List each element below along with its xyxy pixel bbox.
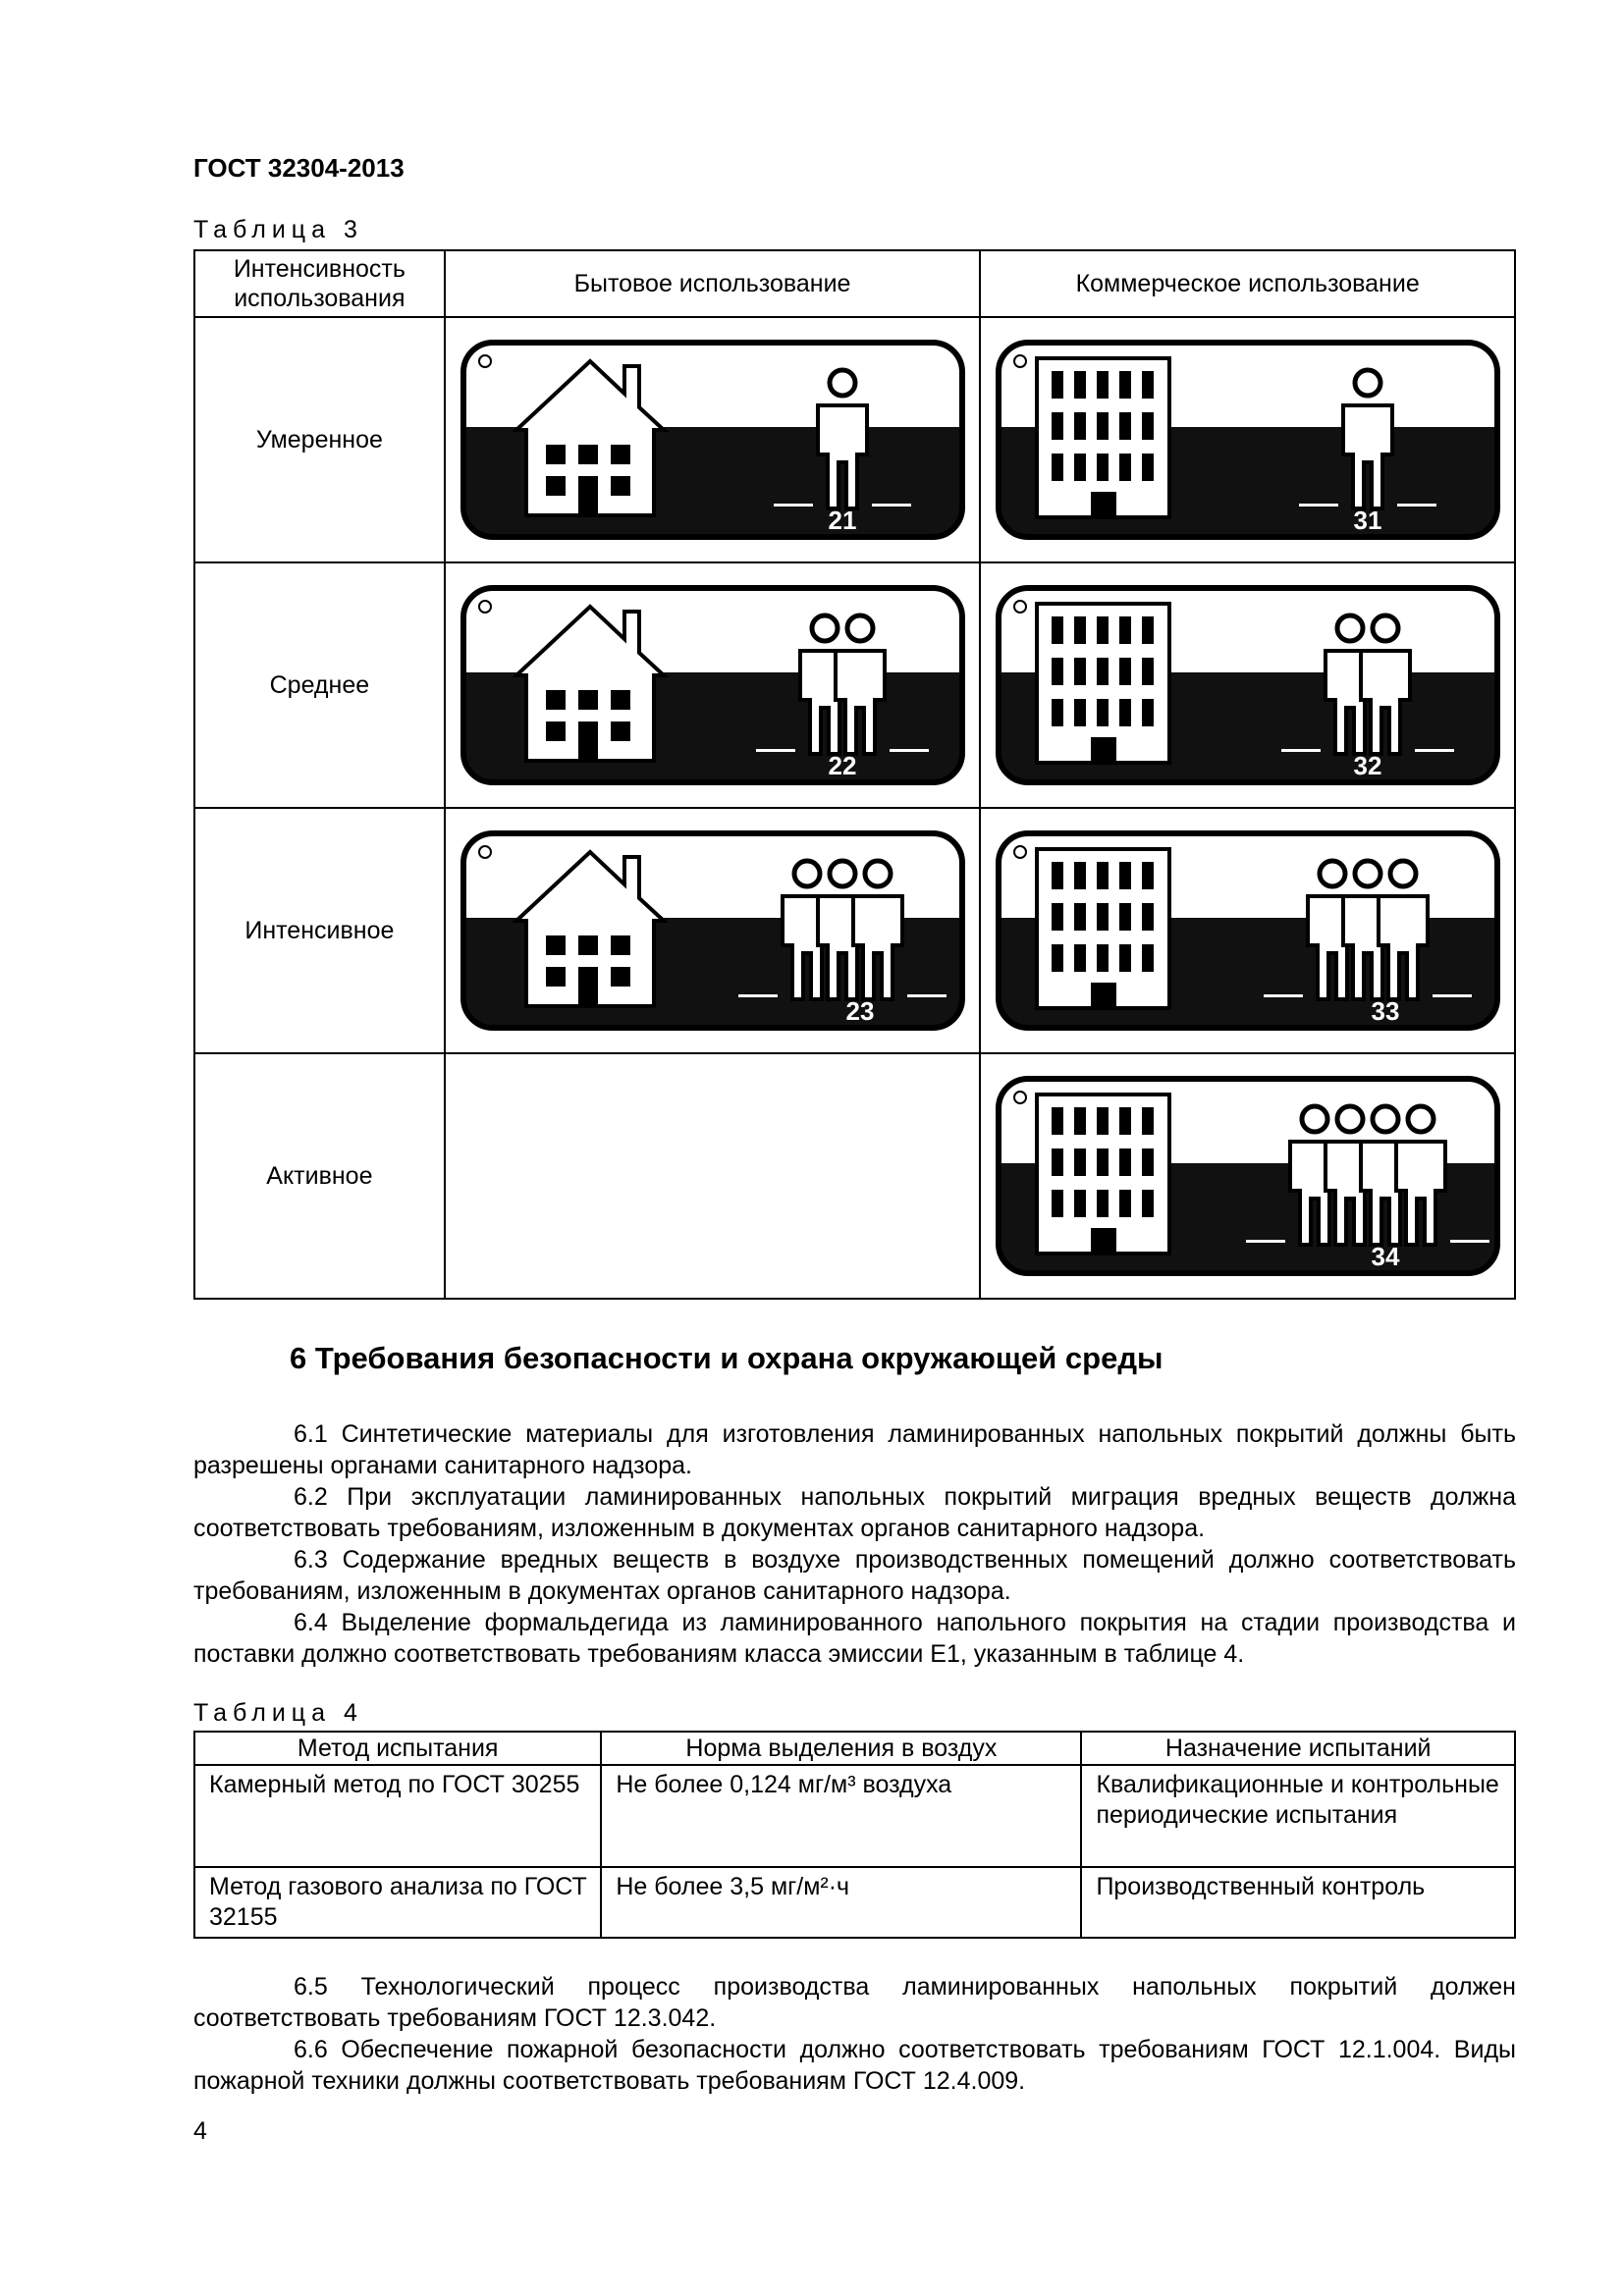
table-row	[194, 1765, 1515, 1867]
window	[1074, 944, 1086, 972]
window	[1142, 371, 1154, 399]
window	[1097, 1107, 1109, 1135]
person-head	[1373, 615, 1398, 641]
ground-line	[907, 994, 947, 997]
table-header-row	[194, 250, 1515, 317]
table-row	[194, 1053, 1515, 1299]
ground-line	[756, 749, 795, 752]
ground-line	[1264, 994, 1303, 997]
person-head	[1337, 615, 1363, 641]
table-header-row	[194, 1732, 1515, 1765]
window	[1074, 371, 1086, 399]
person-head	[1337, 1106, 1363, 1132]
paragraph-6-1: 6.1 Синтетические материалы для изготовления ламинированных напольных покрытий должны быть разрешены органами санитарного надзора.	[193, 1420, 1516, 1479]
window	[546, 445, 566, 464]
person-head	[794, 861, 820, 886]
window	[1119, 903, 1131, 931]
door	[578, 476, 598, 515]
person-head	[1355, 861, 1380, 886]
cell-method: Камерный метод по ГОСТ 30255	[194, 1765, 601, 1867]
section-title: 6 Требования безопасности и охрана окружающей среды	[290, 1341, 1163, 1375]
class-number-label: 33	[1371, 996, 1400, 1026]
window	[578, 935, 598, 955]
cell-purpose: Квалификационные и контрольные периодические испытания	[1081, 1765, 1515, 1867]
pictogram-body	[463, 588, 962, 782]
document-header: ГОСТ 32304-2013	[193, 153, 405, 183]
window	[1097, 862, 1109, 889]
ground-line	[1281, 749, 1321, 752]
person-head	[812, 615, 838, 641]
window	[1052, 903, 1063, 931]
window	[1052, 699, 1063, 726]
class-number-label: 32	[1353, 751, 1382, 780]
window	[1142, 903, 1154, 931]
table-row	[194, 562, 1515, 808]
class-number-label: 22	[828, 751, 856, 780]
window	[1142, 658, 1154, 685]
paragraph-6-5: 6.5 Технологический процесс производства ламинированных напольных покрытий должен соответствовать требованиям ГОСТ 12.3.042.	[193, 1973, 1516, 2032]
window	[1097, 903, 1109, 931]
window	[1052, 1190, 1063, 1217]
page-number: 4	[193, 2117, 207, 2145]
person-head	[865, 861, 891, 886]
commercial-class-32-icon	[993, 582, 1503, 788]
window	[611, 690, 630, 710]
window	[1052, 944, 1063, 972]
header-domestic: Бытовое использование	[445, 250, 981, 317]
window	[1119, 944, 1131, 972]
window	[611, 445, 630, 464]
row-label: Среднее	[194, 562, 445, 808]
window	[611, 721, 630, 741]
window	[1119, 1107, 1131, 1135]
door	[1091, 737, 1116, 763]
paragraph-6-3: 6.3 Содержание вредных веществ в воздухе производственных помещений должно соответствовать требованиям, изложенным в документах органов санитарного надзора.	[193, 1546, 1516, 1605]
window	[1097, 1190, 1109, 1217]
window	[578, 445, 598, 464]
class-number-label: 34	[1371, 1242, 1400, 1271]
window	[1142, 1148, 1154, 1176]
domestic-class-21-icon	[458, 337, 968, 543]
commercial-cell	[980, 808, 1515, 1053]
window	[1052, 454, 1063, 481]
window	[1119, 616, 1131, 644]
window	[1119, 1148, 1131, 1176]
window	[1052, 371, 1063, 399]
window	[1074, 616, 1086, 644]
header-intensity: Интенсивность использования	[194, 250, 445, 317]
domestic-cell	[445, 562, 981, 808]
person-head	[1320, 861, 1345, 886]
door	[1091, 983, 1116, 1008]
ground-line	[872, 504, 911, 507]
window	[1052, 1107, 1063, 1135]
window	[1119, 658, 1131, 685]
ground-line	[1246, 1240, 1285, 1243]
person-head	[1355, 370, 1380, 396]
window	[1097, 699, 1109, 726]
table-row	[194, 1867, 1515, 1938]
paragraph-6-6: 6.6 Обеспечение пожарной безопасности должно соответствовать требованиям ГОСТ 12.1.004. Виды пожарной техники должны соответствовать требованиям ГОСТ 12.4.009.	[193, 2036, 1516, 2095]
window	[1074, 1190, 1086, 1217]
pictogram-body	[463, 833, 962, 1028]
commercial-class-33-icon	[993, 828, 1503, 1034]
window	[1142, 616, 1154, 644]
window	[1097, 658, 1109, 685]
window	[1052, 658, 1063, 685]
pictogram-body	[463, 343, 962, 537]
cell-purpose: Производственный контроль	[1081, 1867, 1515, 1938]
window	[611, 476, 630, 496]
person-head	[1390, 861, 1416, 886]
window	[1097, 371, 1109, 399]
person-head	[847, 615, 873, 641]
class-number-label: 31	[1353, 506, 1382, 535]
window	[578, 690, 598, 710]
window	[1074, 412, 1086, 440]
cell-method: Метод газового анализа по ГОСТ 32155	[194, 1867, 601, 1938]
cell-norm: Не более 3,5 мг/м²·ч	[601, 1867, 1081, 1938]
door	[1091, 1228, 1116, 1254]
person-head	[830, 861, 855, 886]
paragraph-6-4: 6.4 Выделение формальдегида из ламинированного напольного покрытия на стадии производства и поставки должно соответствовать требованиям класса эмиссии Е1, указанным в таблице 4.	[193, 1609, 1516, 1668]
window	[1119, 862, 1131, 889]
person-head	[1373, 1106, 1398, 1132]
header-norm: Норма выделения в воздух	[601, 1732, 1081, 1765]
window	[1097, 1148, 1109, 1176]
ground-line	[1299, 504, 1338, 507]
window	[611, 935, 630, 955]
window	[1052, 862, 1063, 889]
class-number-label: 21	[828, 506, 856, 535]
row-label: Умеренное	[194, 317, 445, 562]
person-head	[830, 370, 855, 396]
row-label: Активное	[194, 1053, 445, 1299]
window	[1119, 1190, 1131, 1217]
window	[1142, 944, 1154, 972]
domestic-cell-empty	[445, 1053, 981, 1299]
window	[1119, 412, 1131, 440]
window	[546, 476, 566, 496]
paragraph-6-2: 6.2 При эксплуатации ламинированных напольных покрытий миграция вредных веществ должна соответствовать требованиям, изложенным в документах органов санитарного надзора.	[193, 1483, 1516, 1542]
window	[1052, 1148, 1063, 1176]
pictogram-body	[999, 343, 1497, 537]
ground-line	[1433, 994, 1472, 997]
ground-line	[774, 504, 813, 507]
ground-line	[1450, 1240, 1489, 1243]
domestic-class-22-icon	[458, 582, 968, 788]
domestic-cell	[445, 317, 981, 562]
window	[1097, 616, 1109, 644]
pictogram-body	[999, 588, 1497, 782]
ground-line	[738, 994, 778, 997]
window	[1074, 903, 1086, 931]
ground-line	[890, 749, 929, 752]
window	[1119, 371, 1131, 399]
window	[1097, 412, 1109, 440]
door	[578, 721, 598, 761]
door	[578, 967, 598, 1006]
window	[1052, 412, 1063, 440]
window	[1097, 944, 1109, 972]
header-method: Метод испытания	[194, 1732, 601, 1765]
table4-caption: Таблица 4	[193, 1699, 363, 1727]
person-head	[1408, 1106, 1434, 1132]
commercial-cell	[980, 317, 1515, 562]
window	[1142, 1190, 1154, 1217]
window	[1097, 454, 1109, 481]
row-label: Интенсивное	[194, 808, 445, 1053]
window	[1119, 454, 1131, 481]
table-formaldehyde-tests	[193, 1731, 1516, 1939]
ground-line	[1415, 749, 1454, 752]
window	[611, 967, 630, 987]
pictogram-body	[999, 1079, 1497, 1273]
table-row	[194, 808, 1515, 1053]
window	[546, 721, 566, 741]
commercial-cell	[980, 1053, 1515, 1299]
window	[1119, 699, 1131, 726]
class-number-label: 23	[845, 996, 874, 1026]
window	[1074, 1107, 1086, 1135]
cell-norm: Не более 0,124 мг/м³ воздуха	[601, 1765, 1081, 1867]
door	[1091, 492, 1116, 517]
domestic-cell	[445, 808, 981, 1053]
commercial-class-34-icon	[993, 1073, 1503, 1279]
header-commercial: Коммерческое использование	[980, 250, 1515, 317]
window	[1074, 699, 1086, 726]
window	[1142, 1107, 1154, 1135]
window	[1142, 454, 1154, 481]
window	[546, 935, 566, 955]
window	[1074, 862, 1086, 889]
table-usage-classes	[193, 249, 1516, 1300]
window	[1074, 1148, 1086, 1176]
pictogram-body	[999, 833, 1497, 1028]
window	[1074, 658, 1086, 685]
header-purpose: Назначение испытаний	[1081, 1732, 1515, 1765]
window	[546, 690, 566, 710]
commercial-cell	[980, 562, 1515, 808]
window	[1142, 699, 1154, 726]
window	[546, 967, 566, 987]
window	[1142, 862, 1154, 889]
window	[1142, 412, 1154, 440]
table3-caption: Таблица 3	[193, 216, 363, 243]
window	[1074, 454, 1086, 481]
commercial-class-31-icon	[993, 337, 1503, 543]
person-head	[1302, 1106, 1327, 1132]
domestic-class-23-icon	[458, 828, 968, 1034]
ground-line	[1397, 504, 1436, 507]
table-row	[194, 317, 1515, 562]
window	[1052, 616, 1063, 644]
